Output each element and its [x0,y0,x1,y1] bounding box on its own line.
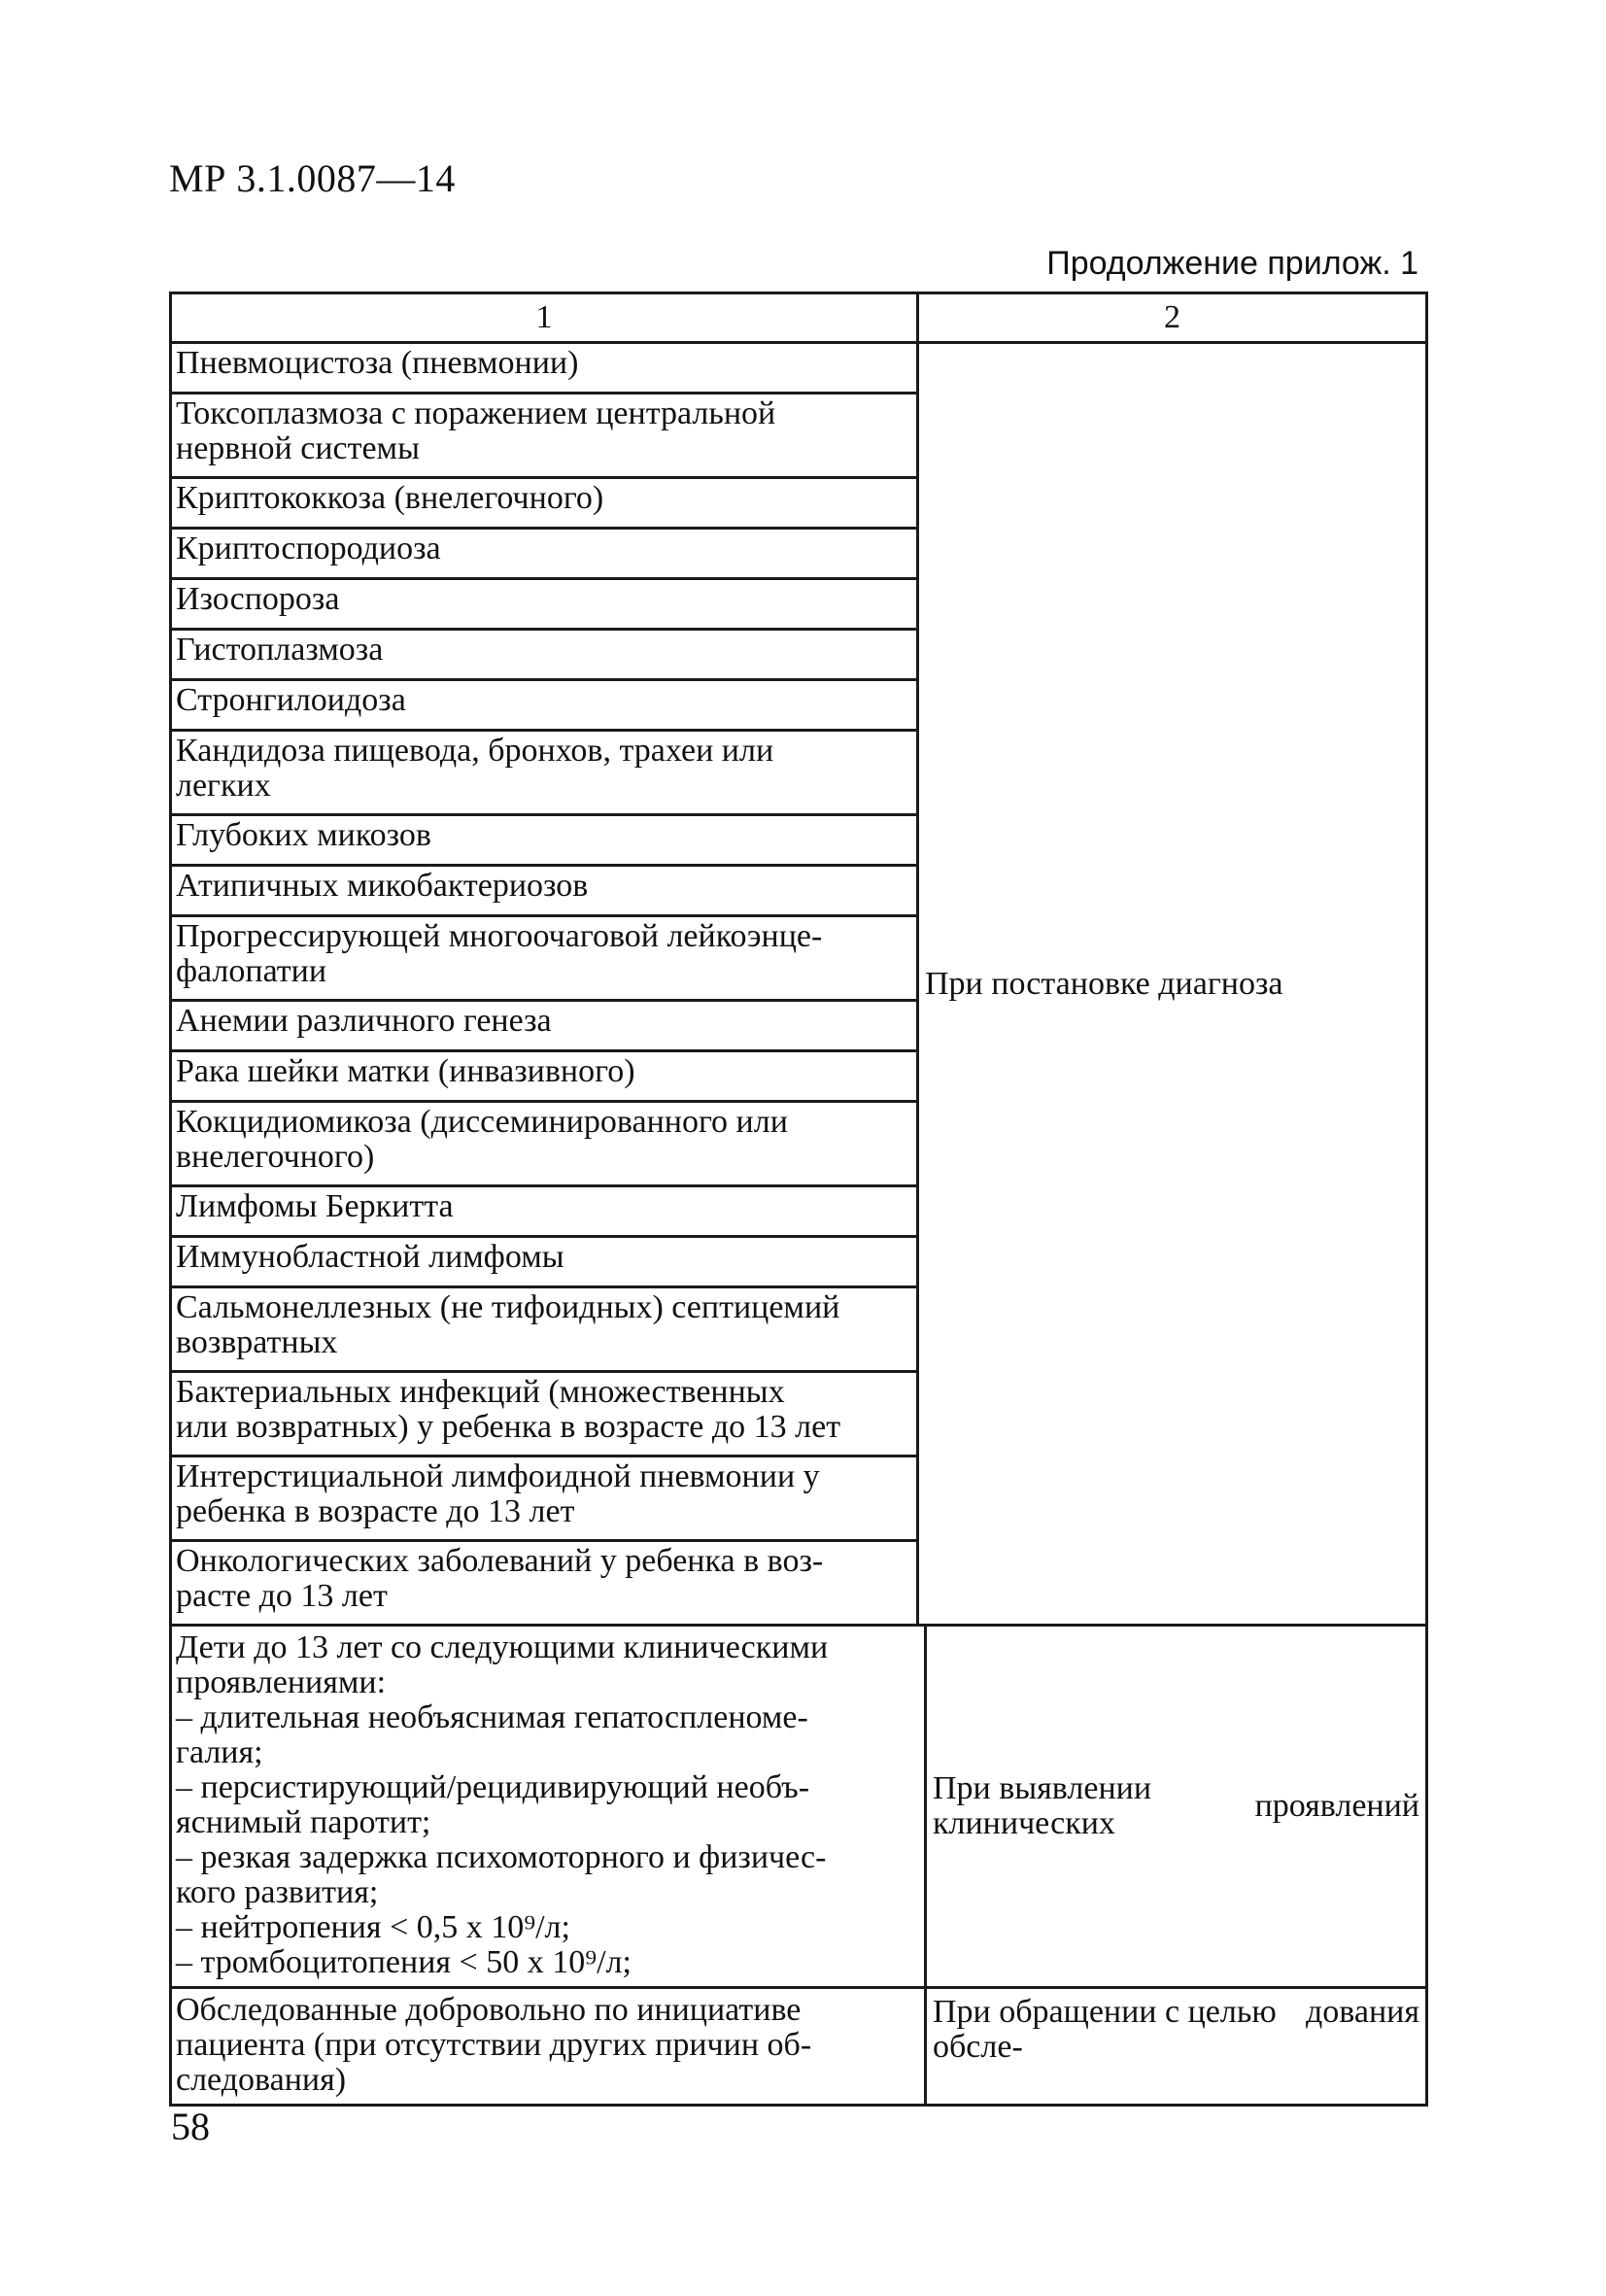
diagnosis-item [172,1373,916,1457]
diagnosis-item-line: Криптококкоза (внелегочного) [176,480,604,516]
diagnosis-item [172,479,916,530]
document-code: МР 3.1.0087—14 [169,156,456,200]
diagnosis-item [172,1542,916,1624]
diagnosis-item [172,631,916,681]
appendix-table [169,291,1428,2107]
children-condition-line: проявлениями: [176,1664,387,1700]
diagnosis-item-line: Изоспороза [176,581,340,617]
diagnosis-item-line: Кандидоза пищевода, бронхов, трахеи или [176,733,774,769]
diagnosis-item [172,732,916,816]
diagnosis-item-line: или возвратных) у ребенка в возрасте до 13 лет [176,1409,841,1445]
diagnosis-item [172,1187,916,1238]
diagnosis-item-line: Рака шейки матки (инвазивного) [176,1053,635,1089]
children-condition-line: – тромбоцитопения < 50 х 10⁹/л; [176,1944,632,1980]
children-condition-line: – персистирующий/рецидивирующий необъ- [176,1769,810,1805]
diagnosis-item-line: Онкологических заболеваний у ребенка в воз- [176,1543,824,1579]
children-conditions-cell [172,1627,927,1986]
voluntary-line: следования) [176,2062,347,2098]
children-condition-line: – длительная необъяснимая гепатоспленоме- [176,1699,808,1735]
diagnosis-item-line: Бактериальных инфекций (множественных [176,1374,785,1410]
column-header-1: 1 [172,294,919,341]
voluntary-line: пациента (при отсутствии других причин об- [176,2027,812,2063]
diagnosis-list [172,344,919,1624]
diagnosis-item [172,816,916,867]
section2-condition [927,1627,1425,1986]
diagnosis-item [172,1238,916,1288]
voluntary-examination-cell [172,1989,927,2104]
diagnosis-item-line: Стронгилоидоза [176,682,406,718]
children-condition-line: – нейтропения < 0,5 х 10⁹/л; [176,1909,570,1945]
diagnosis-item [172,917,916,1002]
children-condition-line: – резкая задержка психомоторного и физичес- [176,1839,827,1875]
diagnosis-item-line: легких [176,768,271,804]
diagnosis-item-line: Интерстициальной лимфоидной пневмонии у [176,1458,820,1494]
diagnosis-item-line: Криптоспородиоза [176,531,441,566]
diagnosis-item-line: Атипичных микобактериозов [176,868,589,904]
table-section-voluntary [172,1986,1425,2104]
diagnosis-item-line: Иммунобластной лимфомы [176,1239,564,1275]
diagnosis-item [172,1288,916,1373]
diagnosis-item [172,1002,916,1052]
section3-condition-line: При обращении с целью обсле- [933,1994,1285,2065]
continuation-label: Продолжение прилож. 1 [1046,245,1418,282]
children-condition-line: кого развития; [176,1874,379,1910]
diagnosis-item [172,681,916,732]
diagnosis-item-line: Пневмоцистоза (пневмонии) [176,345,579,381]
diagnosis-item [172,1457,916,1542]
table-section-diagnoses [172,344,1425,1624]
section2-condition-line: При выявлении клинических [933,1770,1160,1841]
diagnosis-item-line: Глубоких микозов [176,817,431,853]
diagnosis-item-line: Прогрессирующей многоочаговой лейкоэнце- [176,918,823,954]
voluntary-line: Обследованные добровольно по инициативе [176,1992,802,2028]
diagnosis-item-line: внелегочного) [176,1139,375,1175]
column-header-2: 2 [1164,299,1180,335]
section3-condition [927,1989,1425,2104]
diagnosis-item [172,530,916,580]
page-number: 58 [171,2105,210,2148]
diagnosis-item-line: Гистоплазмоза [176,632,384,668]
section2-condition-line: проявлений [1254,1788,1419,1824]
diagnosis-item-line: Анемии различного генеза [176,1003,552,1039]
diagnosis-item-line: возвратных [176,1324,338,1360]
diagnosis-item [172,394,916,479]
diagnosis-item-line: расте до 13 лет [176,1578,388,1614]
table-header-row [172,294,1425,344]
children-condition-line: галия; [176,1734,263,1770]
diagnosis-item [172,1103,916,1187]
diagnosis-item-line: Сальмонеллезных (не тифоидных) септицемий [176,1289,840,1325]
diagnosis-item-line: ребенка в возрасте до 13 лет [176,1493,575,1529]
diagnosis-item-line: Токсоплазмоза с поражением центральной [176,395,776,431]
diagnosis-item [172,867,916,917]
diagnosis-item-line: Лимфомы Беркитта [176,1188,454,1224]
children-condition-line: яснимый паротит; [176,1804,431,1840]
children-condition-line: Дети до 13 лет со следующими клиническими [176,1629,829,1665]
diagnosis-item [172,344,916,394]
diagnosis-item-line: Кокцидиомикоза (диссеминированного или [176,1104,788,1140]
diagnosis-item [172,580,916,631]
diagnosis-item-line: фалопатии [176,953,327,989]
section1-condition: При постановке диагноза [925,965,1283,1002]
diagnosis-item [172,1052,916,1103]
section3-condition-line: дования [1305,1994,1419,2030]
table-section-children [172,1624,1425,1986]
diagnosis-item-line: нервной системы [176,430,420,466]
